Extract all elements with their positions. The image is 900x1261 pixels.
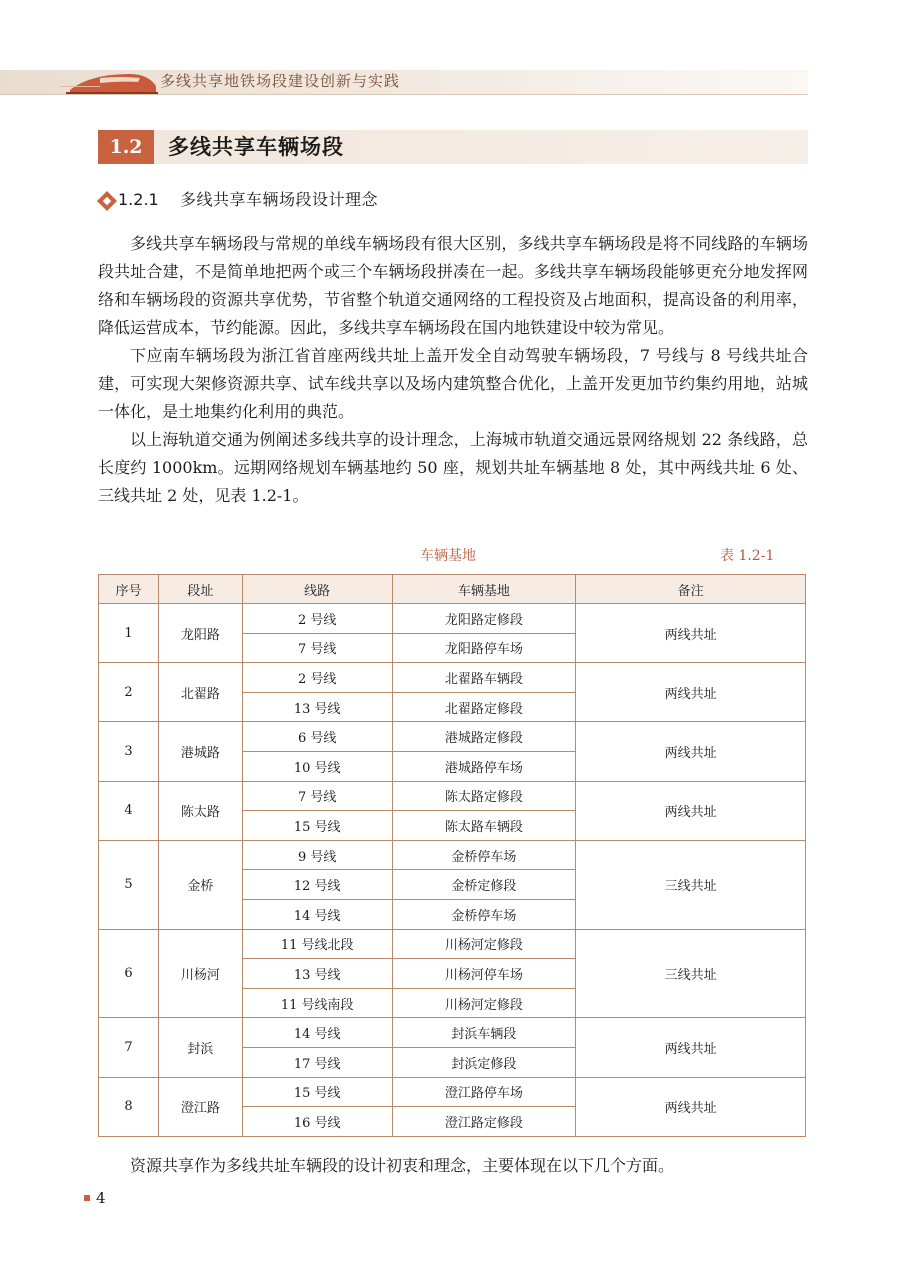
cell-line: 11 号线北段 xyxy=(242,929,392,959)
cell-line: 15 号线 xyxy=(242,1077,392,1107)
paragraph: 以上海轨道交通为例阐述多线共享的设计理念，上海城市轨道交通远景网络规划 22 条线路，总长度约 1000km。远期网络规划车辆基地约 50 座，规划共址车辆基地 8 处，其中两线共址 6 处、三线共址 2 处，见表 1.2-1。 xyxy=(98,430,808,505)
cell-line: 6 号线 xyxy=(242,722,392,752)
cell-line: 9 号线 xyxy=(242,840,392,870)
running-header-title: 多线共享地铁场段建设创新与实践 xyxy=(160,72,401,90)
header-cell: 序号 xyxy=(99,575,159,604)
cell-base: 金桥定修段 xyxy=(392,870,576,900)
cell-site: 陈太路 xyxy=(158,781,242,840)
cell-note: 两线共址 xyxy=(576,1018,806,1077)
header-cell: 备注 xyxy=(576,575,806,604)
cell-line: 2 号线 xyxy=(242,663,392,693)
cell-line: 12 号线 xyxy=(242,870,392,900)
cell-number: 5 xyxy=(99,840,159,929)
cell-number: 4 xyxy=(99,781,159,840)
cell-note: 三线共址 xyxy=(576,840,806,929)
cell-base: 陈太路车辆段 xyxy=(392,811,576,841)
cell-note: 两线共址 xyxy=(576,722,806,781)
table-row xyxy=(99,840,806,870)
paragraph: 多线共享车辆场段与常规的单线车辆场段有很大区别，多线共享车辆场段是将不同线路的车辆场段共址合建，不是简单地把两个或三个车辆场段拼凑在一起。多线共享车辆场段能够更充分地发挥网络和车辆场段的资源共享优势，节省整个轨道交通网络的工程投资及占地面积，提高设备的利用率，降低运营成本，节约能源。因此，多线共享车辆场段在国内地铁建设中较为常见。 xyxy=(98,234,808,337)
cell-line: 16 号线 xyxy=(242,1107,392,1137)
cell-note: 两线共址 xyxy=(576,663,806,722)
cell-base: 北翟路定修段 xyxy=(392,692,576,722)
header-cell: 段址 xyxy=(158,575,242,604)
cell-base: 川杨河定修段 xyxy=(392,929,576,959)
table-row xyxy=(99,929,806,959)
cell-site: 澄江路 xyxy=(158,1077,242,1136)
table-caption-number: 表 1.2-1 xyxy=(720,548,775,564)
cell-site: 港城路 xyxy=(158,722,242,781)
cell-number: 3 xyxy=(99,722,159,781)
cell-base: 川杨河停车场 xyxy=(392,959,576,989)
cell-line: 13 号线 xyxy=(242,692,392,722)
cell-base: 金桥停车场 xyxy=(392,840,576,870)
table-caption-title: 车辆基地 xyxy=(420,548,476,564)
cell-note: 两线共址 xyxy=(576,1077,806,1136)
cell-number: 8 xyxy=(99,1077,159,1136)
cell-line: 15 号线 xyxy=(242,811,392,841)
section-title: 多线共享车辆场段 xyxy=(168,135,344,159)
cell-base: 封浜车辆段 xyxy=(392,1018,576,1048)
table-row xyxy=(99,604,806,634)
header-cell: 车辆基地 xyxy=(392,575,576,604)
cell-base: 川杨河定修段 xyxy=(392,988,576,1018)
cell-number: 6 xyxy=(99,929,159,1018)
cell-line: 2 号线 xyxy=(242,604,392,634)
table-row xyxy=(99,781,806,811)
table-row xyxy=(99,1077,806,1107)
closing-paragraph: 资源共享作为多线共址车辆段的设计初衷和理念，主要体现在以下几个方面。 xyxy=(130,1156,675,1175)
cell-note: 两线共址 xyxy=(576,604,806,663)
cell-line: 10 号线 xyxy=(242,751,392,781)
cell-number: 7 xyxy=(99,1018,159,1077)
cell-base: 澄江路停车场 xyxy=(392,1077,576,1107)
cell-line: 13 号线 xyxy=(242,959,392,989)
cell-base: 北翟路车辆段 xyxy=(392,663,576,693)
cell-site: 北翟路 xyxy=(158,663,242,722)
table-row xyxy=(99,1018,806,1048)
cell-line: 17 号线 xyxy=(242,1047,392,1077)
subsection-title: 多线共享车辆场段设计理念 xyxy=(180,190,379,209)
cell-base: 陈太路定修段 xyxy=(392,781,576,811)
cell-base: 封浜定修段 xyxy=(392,1047,576,1077)
cell-base: 港城路定修段 xyxy=(392,722,576,752)
body-text xyxy=(98,230,808,510)
header-cell: 线路 xyxy=(242,575,392,604)
page-marker-icon xyxy=(84,1195,90,1201)
diamond-bullet-icon xyxy=(97,191,117,211)
page-number: 4 xyxy=(96,1189,106,1207)
depot-table xyxy=(98,574,806,1137)
cell-line: 7 号线 xyxy=(242,633,392,663)
table-header-row xyxy=(99,575,806,604)
cell-note: 两线共址 xyxy=(576,781,806,840)
cell-line: 11 号线南段 xyxy=(242,988,392,1018)
cell-number: 2 xyxy=(99,663,159,722)
cell-site: 金桥 xyxy=(158,840,242,929)
cell-base: 龙阳路定修段 xyxy=(392,604,576,634)
cell-base: 港城路停车场 xyxy=(392,751,576,781)
cell-base: 澄江路定修段 xyxy=(392,1107,576,1137)
cell-site: 川杨河 xyxy=(158,929,242,1018)
cell-number: 1 xyxy=(99,604,159,663)
cell-base: 龙阳路停车场 xyxy=(392,633,576,663)
cell-line: 7 号线 xyxy=(242,781,392,811)
cell-line: 14 号线 xyxy=(242,1018,392,1048)
cell-site: 封浜 xyxy=(158,1018,242,1077)
section-number: 1.2 xyxy=(98,130,154,164)
table-row xyxy=(99,722,806,752)
subsection-number: 1.2.1 xyxy=(118,190,159,209)
table-row xyxy=(99,663,806,693)
paragraph: 下应南车辆场段为浙江省首座两线共址上盖开发全自动驾驶车辆场段，7 号线与 8 号线共址合建，可实现大架修资源共享、试车线共享以及场内建筑整合优化，上盖开发更加节约集约用地，站城一体化，是土地集约化利用的典范。 xyxy=(98,346,808,421)
cell-note: 三线共址 xyxy=(576,929,806,1018)
cell-site: 龙阳路 xyxy=(158,604,242,663)
cell-base: 金桥停车场 xyxy=(392,899,576,929)
train-icon xyxy=(60,62,160,98)
cell-line: 14 号线 xyxy=(242,899,392,929)
